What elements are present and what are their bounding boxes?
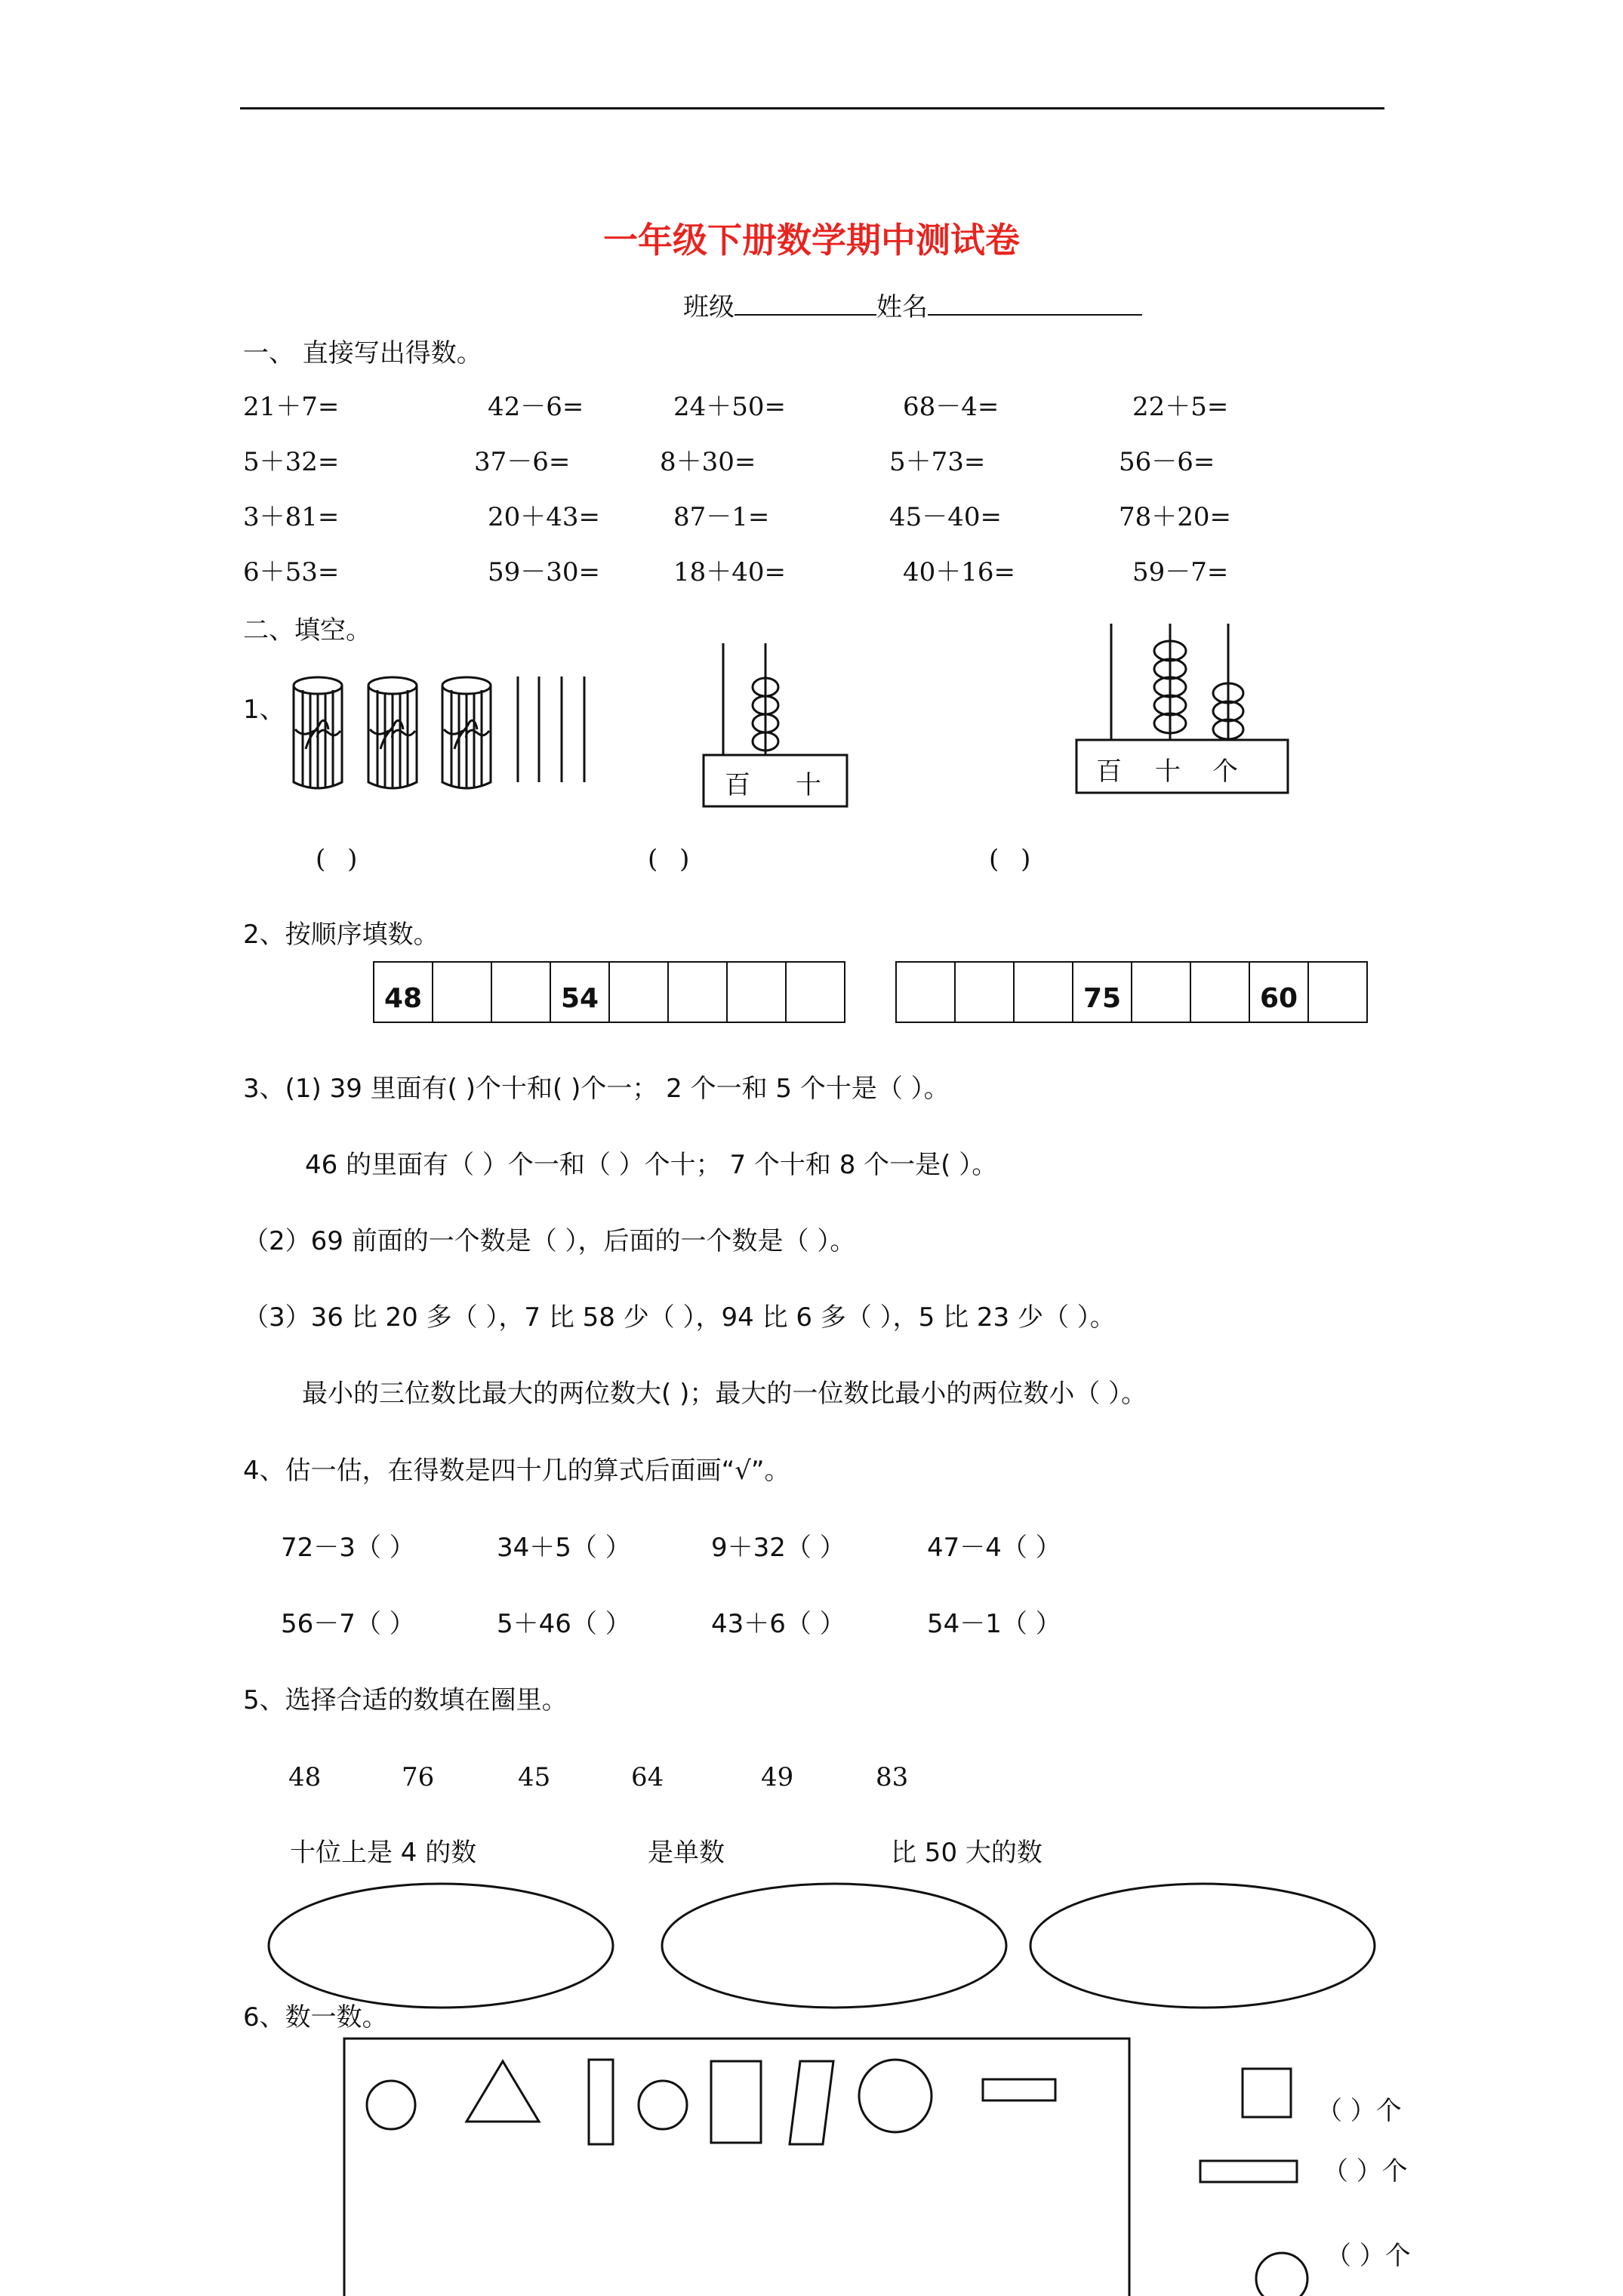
estimate-item[interactable]: 43＋6（ ） xyxy=(711,1609,845,1639)
calc-item: 20＋43= xyxy=(488,502,601,532)
calc-item: 5＋73= xyxy=(889,447,986,477)
oval-category-1: 十位上是 4 的数 xyxy=(290,1838,477,1868)
circle-shape xyxy=(639,2081,687,2129)
section1-heading: 一、 直接写出得数。 xyxy=(243,338,482,368)
choice-number: 45 xyxy=(518,1762,551,1792)
choice-number: 83 xyxy=(876,1762,909,1792)
calc-item: 87－1= xyxy=(673,502,770,532)
sequence-cell[interactable] xyxy=(786,962,845,1022)
choice-number: 76 xyxy=(402,1762,435,1792)
long-rectangle-icon xyxy=(1200,2161,1297,2182)
oval-category-2: 是单数 xyxy=(648,1838,725,1868)
q3-line-2: 46 的里面有（ ）个一和（ ）个十； 7 个十和 8 个一是( ）。 xyxy=(305,1150,998,1180)
calc-item: 18＋40= xyxy=(673,557,787,587)
sequence-cell[interactable] xyxy=(491,962,550,1022)
choice-number: 48 xyxy=(288,1762,322,1792)
abacus1-label-hundreds: 百 xyxy=(725,770,750,800)
calc-item: 24＋50= xyxy=(673,392,787,422)
q3-line-3: （2）69 前面的一个数是（ ），后面的一个数是（ ）。 xyxy=(243,1226,856,1256)
q1-number: 1、 xyxy=(243,695,285,725)
stick-bundle xyxy=(368,677,417,789)
stick-bundle xyxy=(294,677,342,789)
abacus1-label-tens: 十 xyxy=(796,770,821,800)
sequence-cell[interactable] xyxy=(1190,962,1249,1022)
q5-prompt: 5、选择合适的数填在圈里。 xyxy=(243,1685,568,1715)
calc-item: 45－40= xyxy=(889,502,1002,532)
header-rule xyxy=(240,107,1384,109)
header-fields xyxy=(683,288,1142,322)
calc-item: 21＋7= xyxy=(243,392,340,422)
sequence-cell[interactable] xyxy=(1014,962,1073,1022)
sequence-cell[interactable]: 60 xyxy=(1249,962,1308,1022)
q3-line-1: 3、(1) 39 里面有( )个十和( )个一； 2 个一和 5 个十是（ ）。 xyxy=(243,1074,950,1104)
sequence-cell[interactable] xyxy=(609,962,668,1022)
calc-item: 22＋5= xyxy=(1132,392,1229,422)
sequence-cell[interactable] xyxy=(433,962,491,1022)
circle-icon xyxy=(1256,2253,1307,2296)
q3-line-4: （3）36 比 20 多（ ），7 比 58 少（ ），94 比 6 多（ ），5 比 23 少（ ）。 xyxy=(243,1302,1116,1333)
calc-item: 6＋53= xyxy=(243,557,340,587)
square-count[interactable]: （ ）个 xyxy=(1317,2096,1402,2126)
estimate-item[interactable]: 5＋46（ ） xyxy=(497,1609,631,1639)
choice-number: 49 xyxy=(761,1762,794,1792)
estimate-item[interactable]: 9＋32（ ） xyxy=(711,1533,845,1563)
q2-prompt: 2、按顺序填数。 xyxy=(243,920,439,950)
sequence-table-1 xyxy=(373,961,845,1023)
rectangle-shape xyxy=(983,2079,1055,2100)
abacus2-label-ones: 个 xyxy=(1212,757,1238,787)
rectangle-shape xyxy=(711,2061,761,2143)
estimate-item[interactable]: 72－3（ ） xyxy=(281,1533,415,1563)
estimate-item[interactable]: 56－7（ ） xyxy=(281,1609,415,1639)
circle-shape xyxy=(859,2060,932,2132)
calc-item: 78＋20= xyxy=(1119,502,1232,532)
calc-item: 37－6= xyxy=(474,447,571,477)
calc-item: 56－6= xyxy=(1119,447,1215,477)
answer-oval-1 xyxy=(269,1884,613,2008)
q4-prompt: 4、估一估，在得数是四十几的算式后面画“√”。 xyxy=(243,1456,790,1486)
page-title: 一年级下册数学期中测试卷 xyxy=(603,220,1020,260)
abacus2-label-tens: 十 xyxy=(1155,757,1181,787)
q1-answer-2[interactable]: ( ) xyxy=(648,844,690,874)
q3-line-5: 最小的三位数比最大的两位数大( )；最大的一位数比最小的两位数小（ ）。 xyxy=(302,1379,1147,1409)
oval-category-3: 比 50 大的数 xyxy=(891,1838,1042,1868)
q5-ovals xyxy=(269,1884,1375,2008)
name-blank[interactable] xyxy=(928,288,1142,316)
sequence-table-2 xyxy=(895,961,1368,1023)
stick-bundles xyxy=(294,676,584,789)
sequence-cell[interactable]: 75 xyxy=(1073,962,1132,1022)
class-label: 班级 xyxy=(683,292,735,322)
q1-answer-3[interactable]: ( ) xyxy=(989,844,1031,874)
sequence-cell[interactable] xyxy=(668,962,727,1022)
calc-item: 42－6= xyxy=(488,392,584,422)
calc-item: 59－30= xyxy=(488,557,601,587)
sequence-cell[interactable] xyxy=(727,962,786,1022)
sequence-cell[interactable] xyxy=(1132,962,1190,1022)
q1-answer-1[interactable]: ( ) xyxy=(316,844,358,874)
answer-oval-3 xyxy=(1030,1884,1375,2008)
q6-shapes xyxy=(344,2039,1307,2296)
sequence-cell[interactable] xyxy=(955,962,1014,1022)
class-blank[interactable] xyxy=(735,288,876,316)
estimate-item[interactable]: 54－1（ ） xyxy=(927,1609,1061,1639)
triangle-shape xyxy=(467,2061,539,2122)
calc-item: 40＋16= xyxy=(903,557,1016,587)
parallelogram-shape xyxy=(790,2061,833,2144)
calc-item: 68－4= xyxy=(903,392,999,422)
calc-item: 8＋30= xyxy=(660,447,756,477)
calc-item: 5＋32= xyxy=(243,447,340,477)
name-label: 姓名 xyxy=(876,292,928,322)
circle-shape xyxy=(367,2081,415,2129)
answer-oval-2 xyxy=(662,1884,1006,2008)
sequence-cell[interactable] xyxy=(896,962,955,1022)
calc-item: 3＋81= xyxy=(243,502,340,532)
abacus2-label-hundreds: 百 xyxy=(1096,757,1122,787)
square-icon xyxy=(1243,2069,1291,2117)
q6-prompt: 6、数一数。 xyxy=(243,2002,388,2032)
choice-number: 64 xyxy=(631,1762,664,1792)
stick-bundle xyxy=(442,677,491,789)
rectangle-shape xyxy=(589,2060,613,2144)
sequence-cell[interactable]: 54 xyxy=(550,962,609,1022)
circle-count[interactable]: （ ）个 xyxy=(1326,2241,1411,2271)
rectangle-count[interactable]: （ ）个 xyxy=(1323,2156,1408,2187)
sequence-cell[interactable] xyxy=(1308,962,1367,1022)
shapes-box xyxy=(344,2039,1129,2296)
calc-item: 59－7= xyxy=(1132,557,1229,587)
estimate-item[interactable]: 47－4（ ） xyxy=(927,1533,1061,1563)
section2-heading: 二、填空。 xyxy=(243,615,371,646)
estimate-item[interactable]: 34＋5（ ） xyxy=(497,1533,631,1563)
sequence-cell[interactable]: 48 xyxy=(374,962,433,1022)
